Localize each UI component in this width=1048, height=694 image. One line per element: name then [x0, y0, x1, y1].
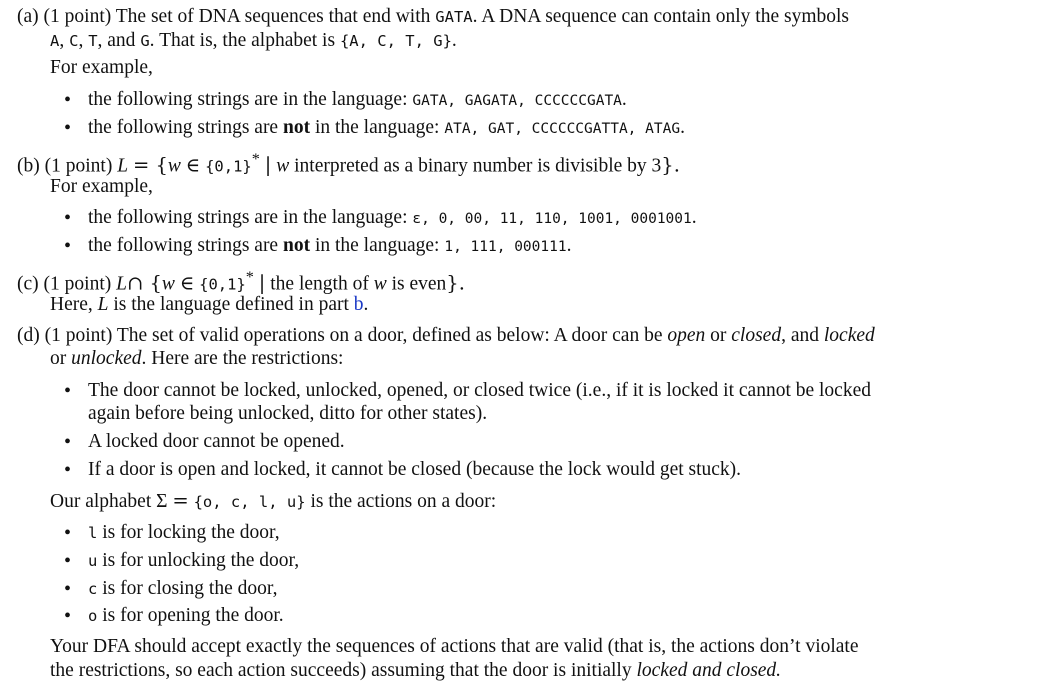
part-b-label: (b): [17, 155, 40, 177]
restriction-1-line1: The door cannot be locked, unlocked, opened, or closed twice (i.e., if it is locked it cannot be locked: [88, 380, 871, 401]
part-c-line1: (c) (1 point) L∩ {w ∈ {0,1}* | the length of w is even}.: [17, 268, 465, 295]
action-open: o is for opening the door.: [88, 605, 284, 626]
part-c-points: (1 point): [43, 273, 112, 295]
restriction-2: A locked door cannot be opened.: [88, 431, 345, 452]
final-line2: the restrictions, so each action succeeds) assuming that the door is initially locked and closed.: [50, 660, 782, 681]
bullet-icon: •: [64, 605, 72, 627]
action-lock: l is for locking the door,: [88, 522, 280, 543]
bullet-icon: •: [64, 380, 72, 402]
part-d-label: (d): [17, 325, 40, 346]
bullet-icon: •: [64, 578, 72, 600]
dna-alphabet: {A, C, T, G}: [339, 32, 452, 50]
bullet-icon: •: [64, 235, 72, 257]
part-d-line2: or unlocked. Here are the restrictions:: [50, 348, 344, 369]
part-a-for-example: For example,: [50, 57, 153, 78]
part-b-points: (1 point): [44, 155, 113, 177]
restriction-3: If a door is open and locked, it cannot be closed (because the lock would get stuck).: [88, 459, 742, 480]
bullet-icon: •: [64, 459, 72, 481]
part-a-in-language: the following strings are in the language: GATA, GAGATA, CCCCCCGATA.: [88, 89, 627, 110]
part-d-line1: (d) (1 point) The set of valid operations on a door, defined as below: A door can be open or closed, and locked: [17, 325, 875, 346]
restriction-1-line2: again before being unlocked, ditto for other states).: [88, 403, 488, 424]
part-b-for-example: For example,: [50, 176, 153, 197]
final-line1: Your DFA should accept exactly the sequences of actions that are valid (that is, the actions don’t violate: [50, 636, 859, 657]
part-b-in-language: the following strings are in the language: ε, 0, 00, 11, 110, 1001, 0001001.: [88, 207, 697, 228]
part-b-not-in-language: the following strings are not in the language: 1, 111, 000111.: [88, 235, 572, 256]
action-unlock: u is for unlocking the door,: [88, 550, 300, 571]
part-b-link[interactable]: b: [353, 294, 364, 315]
part-a-line2: A, C, T, and G. That is, the alphabet is {A, C, T, G}.: [50, 30, 457, 51]
dna-end-sequence: GATA: [435, 8, 473, 26]
part-a-points: (1 point): [43, 6, 112, 27]
bullet-icon: •: [64, 550, 72, 572]
part-a-label: (a): [17, 6, 39, 27]
bullet-icon: •: [64, 431, 72, 453]
alphabet-line: Our alphabet Σ = {o, c, l, u} is the actions on a door:: [50, 489, 497, 512]
bullet-icon: •: [64, 89, 72, 111]
action-close: c is for closing the door,: [88, 578, 278, 599]
part-a-not-in-language: the following strings are not in the language: ATA, GAT, CCCCCCGATTA, ATAG.: [88, 117, 685, 138]
bullet-icon: •: [64, 117, 72, 139]
bullet-icon: •: [64, 522, 72, 544]
bullet-icon: •: [64, 207, 72, 229]
part-d-points: (1 point): [44, 325, 113, 346]
part-b-line1: (b) (1 point) L = {w ∈ {0,1}* | w interpreted as a binary number is divisible by 3}.: [17, 150, 680, 177]
part-c-line2: Here, L is the language defined in part b.: [50, 294, 369, 315]
part-c-label: (c): [17, 273, 39, 295]
part-a-line1: (a) (1 point) The set of DNA sequences that end with GATA. A DNA sequence can contain only the symbols: [17, 6, 850, 27]
